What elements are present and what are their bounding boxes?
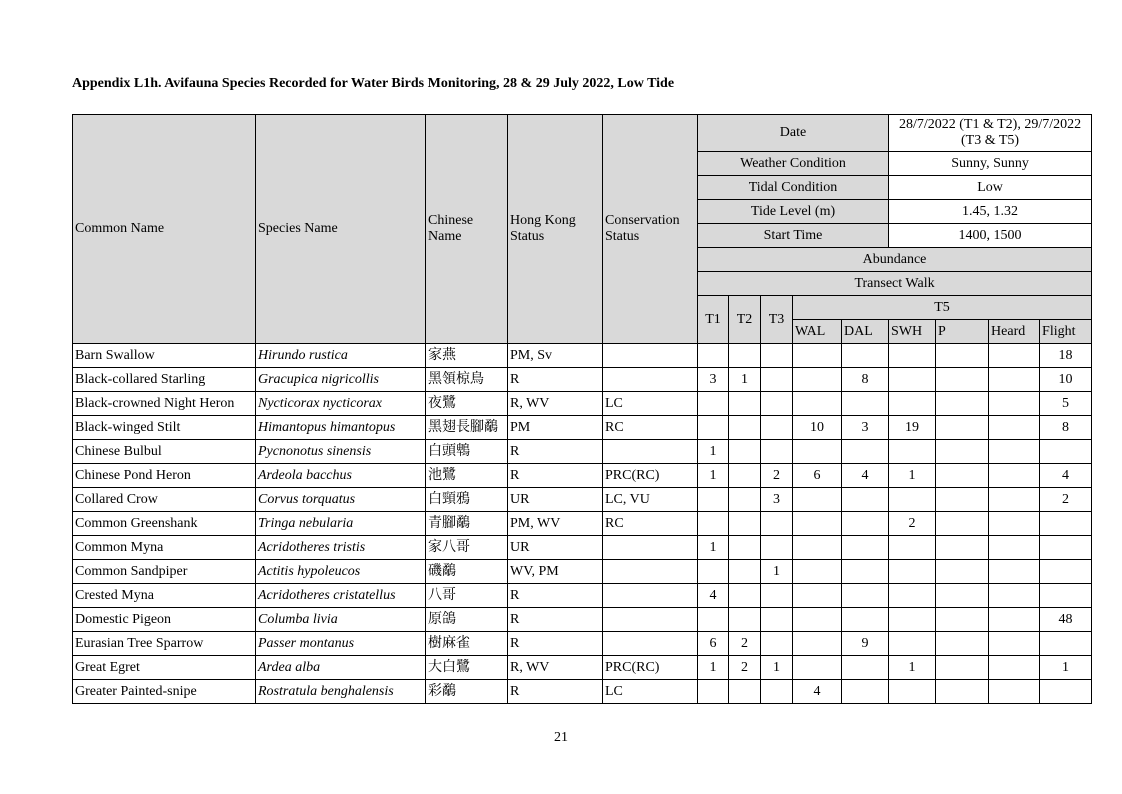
t3-count-cell — [761, 608, 793, 632]
table-row — [73, 680, 1092, 704]
table-row — [73, 488, 1092, 512]
conservation-status-cell — [603, 584, 698, 608]
wal-count-cell — [793, 560, 842, 584]
chinese-name-cell: 家八哥 — [426, 536, 508, 560]
conservation-status-cell — [603, 368, 698, 392]
header-species-name: Species Name — [256, 115, 426, 344]
p-count-cell — [936, 440, 989, 464]
conservation-status-cell: PRC(RC) — [603, 656, 698, 680]
swh-count-cell: 2 — [889, 512, 936, 536]
dal-count-cell — [842, 656, 889, 680]
heard-count-cell — [989, 608, 1040, 632]
hk-status-cell: R, WV — [508, 392, 603, 416]
common-name-cell: Chinese Bulbul — [73, 440, 256, 464]
flight-count-cell: 5 — [1040, 392, 1092, 416]
swh-count-cell: 1 — [889, 464, 936, 488]
dal-count-cell — [842, 512, 889, 536]
t2-count-cell — [729, 536, 761, 560]
swh-count-cell: 19 — [889, 416, 936, 440]
hk-status-cell: PM, WV — [508, 512, 603, 536]
flight-count-cell: 10 — [1040, 368, 1092, 392]
conservation-status-cell: RC — [603, 512, 698, 536]
species-name-cell: Ardea alba — [256, 656, 426, 680]
species-name-cell: Nycticorax nycticorax — [256, 392, 426, 416]
header-dal: DAL — [842, 320, 889, 344]
wal-count-cell — [793, 392, 842, 416]
p-count-cell — [936, 416, 989, 440]
tidal-value: Low — [889, 176, 1092, 200]
dal-count-cell — [842, 440, 889, 464]
conservation-status-cell — [603, 560, 698, 584]
t2-count-cell — [729, 488, 761, 512]
p-count-cell — [936, 608, 989, 632]
swh-count-cell — [889, 680, 936, 704]
species-name-cell: Acridotheres tristis — [256, 536, 426, 560]
table-row — [73, 512, 1092, 536]
t3-count-cell — [761, 584, 793, 608]
dal-count-cell: 4 — [842, 464, 889, 488]
transect-walk-header: Transect Walk — [698, 272, 1092, 296]
flight-count-cell — [1040, 680, 1092, 704]
swh-count-cell — [889, 560, 936, 584]
common-name-cell: Greater Painted-snipe — [73, 680, 256, 704]
t2-count-cell — [729, 464, 761, 488]
t3-count-cell — [761, 632, 793, 656]
table-row — [73, 416, 1092, 440]
wal-count-cell — [793, 608, 842, 632]
flight-count-cell: 18 — [1040, 344, 1092, 368]
species-name-cell: Corvus torquatus — [256, 488, 426, 512]
flight-count-cell: 4 — [1040, 464, 1092, 488]
dal-count-cell: 9 — [842, 632, 889, 656]
start-time-label: Start Time — [698, 224, 889, 248]
t2-count-cell — [729, 584, 761, 608]
p-count-cell — [936, 512, 989, 536]
table-row — [73, 584, 1092, 608]
t3-count-cell: 1 — [761, 560, 793, 584]
common-name-cell: Common Sandpiper — [73, 560, 256, 584]
table-row — [73, 560, 1092, 584]
header-hk-status: Hong Kong Status — [508, 115, 603, 344]
flight-count-cell: 1 — [1040, 656, 1092, 680]
dal-count-cell — [842, 344, 889, 368]
flight-count-cell — [1040, 512, 1092, 536]
flight-count-cell — [1040, 632, 1092, 656]
wal-count-cell — [793, 584, 842, 608]
hk-status-cell: R, WV — [508, 656, 603, 680]
t1-count-cell: 3 — [698, 368, 729, 392]
chinese-name-cell: 大白鷺 — [426, 656, 508, 680]
p-count-cell — [936, 488, 989, 512]
t2-count-cell — [729, 344, 761, 368]
p-count-cell — [936, 584, 989, 608]
wal-count-cell — [793, 512, 842, 536]
t1-count-cell: 1 — [698, 464, 729, 488]
chinese-name-cell: 家燕 — [426, 344, 508, 368]
t2-count-cell — [729, 416, 761, 440]
species-name-cell: Acridotheres cristatellus — [256, 584, 426, 608]
table-row — [73, 656, 1092, 680]
chinese-name-cell: 白頸鴉 — [426, 488, 508, 512]
date-value: 28/7/2022 (T1 & T2), 29/7/2022 (T3 & T5) — [889, 115, 1092, 152]
weather-value: Sunny, Sunny — [889, 152, 1092, 176]
species-name-cell: Hirundo rustica — [256, 344, 426, 368]
t3-count-cell: 1 — [761, 656, 793, 680]
swh-count-cell — [889, 368, 936, 392]
t3-count-cell — [761, 416, 793, 440]
conservation-status-cell: PRC(RC) — [603, 464, 698, 488]
t2-count-cell: 2 — [729, 656, 761, 680]
wal-count-cell — [793, 632, 842, 656]
heard-count-cell — [989, 464, 1040, 488]
p-count-cell — [936, 344, 989, 368]
chinese-name-cell: 八哥 — [426, 584, 508, 608]
heard-count-cell — [989, 656, 1040, 680]
dal-count-cell: 8 — [842, 368, 889, 392]
tide-level-label: Tide Level (m) — [698, 200, 889, 224]
t3-count-cell — [761, 368, 793, 392]
table-row — [73, 536, 1092, 560]
header-swh: SWH — [889, 320, 936, 344]
header-wal: WAL — [793, 320, 842, 344]
chinese-name-cell: 磯鷸 — [426, 560, 508, 584]
dal-count-cell — [842, 560, 889, 584]
p-count-cell — [936, 560, 989, 584]
header-flight: Flight — [1040, 320, 1092, 344]
wal-count-cell — [793, 488, 842, 512]
heard-count-cell — [989, 584, 1040, 608]
wal-count-cell: 10 — [793, 416, 842, 440]
species-name-cell: Ardeola bacchus — [256, 464, 426, 488]
species-name-cell: Himantopus himantopus — [256, 416, 426, 440]
t3-count-cell — [761, 536, 793, 560]
header-p: P — [936, 320, 989, 344]
flight-count-cell — [1040, 560, 1092, 584]
t3-count-cell: 3 — [761, 488, 793, 512]
dal-count-cell — [842, 608, 889, 632]
conservation-status-cell: RC — [603, 416, 698, 440]
t2-count-cell — [729, 512, 761, 536]
wal-count-cell: 4 — [793, 680, 842, 704]
chinese-name-cell: 彩鷸 — [426, 680, 508, 704]
t3-count-cell — [761, 344, 793, 368]
t1-count-cell — [698, 560, 729, 584]
weather-label: Weather Condition — [698, 152, 889, 176]
t3-count-cell — [761, 512, 793, 536]
p-count-cell — [936, 632, 989, 656]
swh-count-cell — [889, 608, 936, 632]
header-common-name: Common Name — [73, 115, 256, 344]
header-t5: T5 — [793, 296, 1092, 320]
flight-count-cell: 2 — [1040, 488, 1092, 512]
hk-status-cell: WV, PM — [508, 560, 603, 584]
flight-count-cell — [1040, 536, 1092, 560]
swh-count-cell — [889, 344, 936, 368]
species-name-cell: Gracupica nigricollis — [256, 368, 426, 392]
chinese-name-cell: 樹麻雀 — [426, 632, 508, 656]
t1-count-cell — [698, 416, 729, 440]
hk-status-cell: UR — [508, 488, 603, 512]
t1-count-cell — [698, 512, 729, 536]
t2-count-cell — [729, 440, 761, 464]
table-row — [73, 344, 1092, 368]
common-name-cell: Black-collared Starling — [73, 368, 256, 392]
dal-count-cell — [842, 584, 889, 608]
heard-count-cell — [989, 680, 1040, 704]
common-name-cell: Common Greenshank — [73, 512, 256, 536]
common-name-cell: Common Myna — [73, 536, 256, 560]
table-row — [73, 392, 1092, 416]
t3-count-cell — [761, 680, 793, 704]
conservation-status-cell: LC — [603, 680, 698, 704]
t1-count-cell: 4 — [698, 584, 729, 608]
t3-count-cell — [761, 440, 793, 464]
species-name-cell: Rostratula benghalensis — [256, 680, 426, 704]
hk-status-cell: UR — [508, 536, 603, 560]
page-number: 21 — [554, 730, 568, 745]
heard-count-cell — [989, 416, 1040, 440]
common-name-cell: Black-winged Stilt — [73, 416, 256, 440]
conservation-status-cell — [603, 632, 698, 656]
swh-count-cell — [889, 440, 936, 464]
heard-count-cell — [989, 512, 1040, 536]
t1-count-cell: 1 — [698, 440, 729, 464]
common-name-cell: Crested Myna — [73, 584, 256, 608]
wal-count-cell — [793, 344, 842, 368]
p-count-cell — [936, 464, 989, 488]
dal-count-cell — [842, 488, 889, 512]
flight-count-cell: 48 — [1040, 608, 1092, 632]
wal-count-cell — [793, 656, 842, 680]
species-name-cell: Tringa nebularia — [256, 512, 426, 536]
hk-status-cell: R — [508, 680, 603, 704]
chinese-name-cell: 夜鷺 — [426, 392, 508, 416]
species-name-cell: Columba livia — [256, 608, 426, 632]
species-name-cell: Actitis hypoleucos — [256, 560, 426, 584]
chinese-name-cell: 池鷺 — [426, 464, 508, 488]
hk-status-cell: PM, Sv — [508, 344, 603, 368]
hk-status-cell: R — [508, 368, 603, 392]
species-name-cell: Pycnonotus sinensis — [256, 440, 426, 464]
common-name-cell: Eurasian Tree Sparrow — [73, 632, 256, 656]
table-row — [73, 440, 1092, 464]
date-label: Date — [698, 115, 889, 152]
t2-count-cell — [729, 680, 761, 704]
p-count-cell — [936, 392, 989, 416]
hk-status-cell: R — [508, 464, 603, 488]
conservation-status-cell — [603, 440, 698, 464]
species-name-cell: Passer montanus — [256, 632, 426, 656]
t2-count-cell — [729, 608, 761, 632]
conservation-status-cell — [603, 608, 698, 632]
common-name-cell: Collared Crow — [73, 488, 256, 512]
table-row — [73, 464, 1092, 488]
header-heard: Heard — [989, 320, 1040, 344]
heard-count-cell — [989, 560, 1040, 584]
conservation-status-cell: LC, VU — [603, 488, 698, 512]
t1-count-cell — [698, 392, 729, 416]
species-table — [72, 114, 1092, 704]
flight-count-cell — [1040, 440, 1092, 464]
dal-count-cell: 3 — [842, 416, 889, 440]
swh-count-cell — [889, 488, 936, 512]
t2-count-cell: 2 — [729, 632, 761, 656]
heard-count-cell — [989, 368, 1040, 392]
t1-count-cell: 6 — [698, 632, 729, 656]
t1-count-cell — [698, 488, 729, 512]
hk-status-cell: R — [508, 440, 603, 464]
t2-count-cell — [729, 392, 761, 416]
heard-count-cell — [989, 440, 1040, 464]
common-name-cell: Black-crowned Night Heron — [73, 392, 256, 416]
header-chinese-name: Chinese Name — [426, 115, 508, 344]
t2-count-cell — [729, 560, 761, 584]
tidal-label: Tidal Condition — [698, 176, 889, 200]
heard-count-cell — [989, 392, 1040, 416]
header-t1: T1 — [698, 296, 729, 344]
t3-count-cell: 2 — [761, 464, 793, 488]
conservation-status-cell: LC — [603, 392, 698, 416]
abundance-header: Abundance — [698, 248, 1092, 272]
heard-count-cell — [989, 632, 1040, 656]
t1-count-cell — [698, 344, 729, 368]
start-time-value: 1400, 1500 — [889, 224, 1092, 248]
flight-count-cell — [1040, 584, 1092, 608]
swh-count-cell — [889, 536, 936, 560]
header-t3: T3 — [761, 296, 793, 344]
heard-count-cell — [989, 488, 1040, 512]
conservation-status-cell — [603, 344, 698, 368]
header-t2: T2 — [729, 296, 761, 344]
hk-status-cell: R — [508, 584, 603, 608]
chinese-name-cell: 青腳鷸 — [426, 512, 508, 536]
hk-status-cell: PM — [508, 416, 603, 440]
common-name-cell: Great Egret — [73, 656, 256, 680]
table-row — [73, 608, 1092, 632]
t1-count-cell: 1 — [698, 656, 729, 680]
heard-count-cell — [989, 536, 1040, 560]
conservation-status-cell — [603, 536, 698, 560]
table-row — [73, 368, 1092, 392]
dal-count-cell — [842, 392, 889, 416]
swh-count-cell — [889, 632, 936, 656]
common-name-cell: Barn Swallow — [73, 344, 256, 368]
swh-count-cell — [889, 584, 936, 608]
chinese-name-cell: 白頭鵯 — [426, 440, 508, 464]
wal-count-cell — [793, 536, 842, 560]
t3-count-cell — [761, 392, 793, 416]
common-name-cell: Chinese Pond Heron — [73, 464, 256, 488]
common-name-cell: Domestic Pigeon — [73, 608, 256, 632]
t1-count-cell — [698, 608, 729, 632]
header-conservation-status: Conservation Status — [603, 115, 698, 344]
chinese-name-cell: 黑翅長腳鷸 — [426, 416, 508, 440]
swh-count-cell: 1 — [889, 656, 936, 680]
heard-count-cell — [989, 344, 1040, 368]
t2-count-cell: 1 — [729, 368, 761, 392]
wal-count-cell — [793, 368, 842, 392]
flight-count-cell: 8 — [1040, 416, 1092, 440]
p-count-cell — [936, 368, 989, 392]
dal-count-cell — [842, 536, 889, 560]
wal-count-cell — [793, 440, 842, 464]
t1-count-cell: 1 — [698, 536, 729, 560]
dal-count-cell — [842, 680, 889, 704]
swh-count-cell — [889, 392, 936, 416]
tide-level-value: 1.45, 1.32 — [889, 200, 1092, 224]
t1-count-cell — [698, 680, 729, 704]
document-title: Appendix L1h. Avifauna Species Recorded for Water Birds Monitoring, 28 & 29 July 2022, Low Tide — [72, 76, 675, 91]
p-count-cell — [936, 656, 989, 680]
wal-count-cell: 6 — [793, 464, 842, 488]
p-count-cell — [936, 536, 989, 560]
chinese-name-cell: 黑領椋鳥 — [426, 368, 508, 392]
hk-status-cell: R — [508, 632, 603, 656]
table-row — [73, 632, 1092, 656]
p-count-cell — [936, 680, 989, 704]
hk-status-cell: R — [508, 608, 603, 632]
chinese-name-cell: 原鴿 — [426, 608, 508, 632]
